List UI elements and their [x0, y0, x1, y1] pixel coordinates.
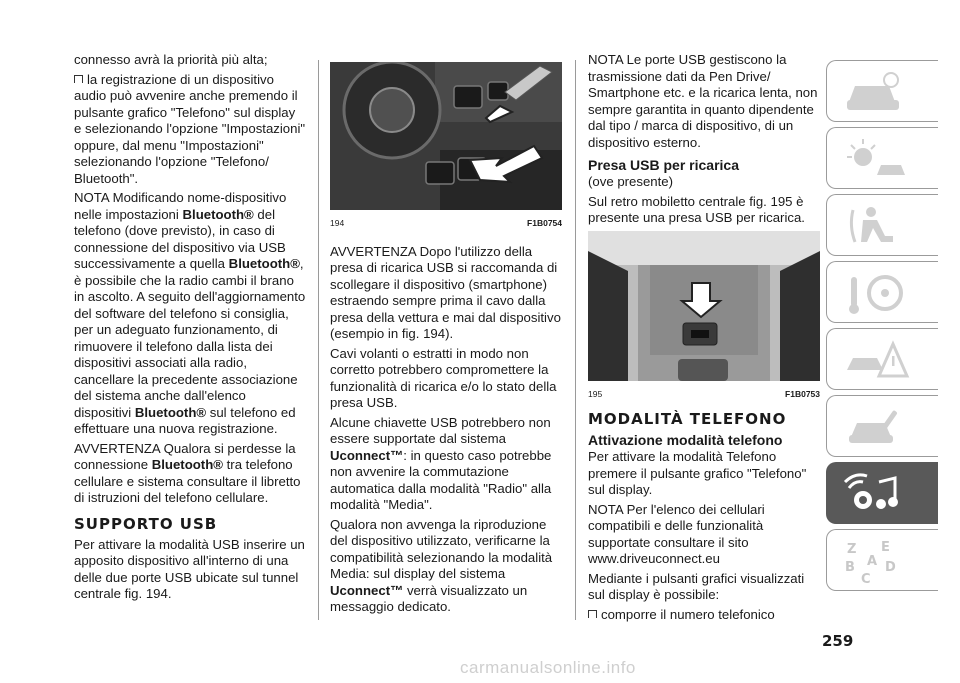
svg-text:Z: Z: [847, 542, 857, 557]
svg-text:A: A: [867, 554, 878, 569]
chapter-tabs: [826, 60, 938, 596]
tab-lights[interactable]: [826, 127, 938, 189]
page-number: 259: [822, 632, 854, 650]
bluetooth-term: Bluetooth®: [151, 457, 223, 472]
text: , è possibile che la radio cambi il brano in ascolto. A seguito dell'aggiornamento del software del telefono si consiglia, per un adeguato funzionamento, di rimuovere il telefono dalla lista dei dispositivi associati alla radio, cancellare la precedente associazione del sistema anche dall'elenco dispositivi: [74, 256, 306, 420]
bullet-text: la registrazione di un dispositivo audio può avvenire anche premendo il pulsante grafico "Telefono" sul display e selezionando l'opzione "Impostazioni" oppure, dal menu "Impostazioni" selezionando l'opzione "Telefono/ Bluetooth".: [74, 71, 306, 186]
subheading-usb-charging: Presa USB per ricarica: [588, 157, 739, 173]
paragraph: (ove presente): [588, 174, 674, 189]
paragraph: Cavi volanti o estratti in modo non corretto potrebbero compromettere la funzionalità di ricarica e/o lo stato della presa USB.: [330, 345, 557, 410]
svg-text:D: D: [885, 560, 896, 575]
paragraph: connesso avrà la priorità più alta;: [74, 52, 268, 67]
text: : in questo caso potrebbe non avvenire la commutazione automatica dalla modalità "Radio" alla modalità "Media".: [330, 447, 552, 512]
text: tra telefono cellulare e sistema consultare il libretto di istruzioni del telefono cellulare.: [74, 457, 301, 505]
section-heading-usb: SUPPORTO USB: [74, 514, 218, 533]
bluetooth-term: Bluetooth®: [134, 404, 207, 420]
section-heading-phone: MODALITÀ TELEFONO: [588, 410, 787, 428]
tab-multimedia[interactable]: [826, 462, 938, 524]
bullet-paragraph: [588, 607, 820, 624]
watermark: carmanualsonline.info: [460, 658, 636, 677]
bluetooth-term: Bluetooth®: [182, 206, 254, 222]
paragraph: Per attivare la modalità USB inserire un apposito dispositivo all'interno di una delle due porte USB ubicate sul tunnel centrale fig. 194.: [74, 536, 305, 601]
paragraph: [330, 517, 562, 616]
figure-number: 194: [330, 218, 345, 228]
note-paragraph: NOTA Le porte USB gestiscono la trasmissione dati da Pen Drive/ Smartphone etc. e la ricarica lenta, non sempre garantita in quanto dipendente dal tipo / marca di dispositivo, di un dispositivo esterno.: [588, 52, 818, 150]
column-right: [588, 52, 820, 626]
figure-number: 195: [588, 388, 603, 399]
key-steering-icon: [841, 269, 911, 317]
tab-safety[interactable]: [826, 194, 938, 256]
paragraph: Mediante i pulsanti grafici visualizzati sul display è possibile:: [588, 570, 805, 602]
column-left: [74, 52, 306, 606]
uconnect-term: Uconnect™: [330, 447, 404, 463]
car-dashboard-icon: [841, 68, 911, 116]
column-divider: [575, 60, 576, 620]
text: verrà visualizzato un messaggio dedicato.: [330, 582, 528, 614]
tab-maintenance[interactable]: [826, 395, 938, 457]
figure-caption: [588, 386, 820, 403]
bullet-paragraph: [74, 72, 306, 188]
lights-icon: [841, 135, 911, 183]
figure-code: F1B0753: [785, 388, 820, 399]
text: del telefono (dove previsto), in caso di connessione del dispositivo via USB successivamente a quella: [74, 206, 286, 271]
text: NOTA Modificando nome-dispositivo nelle impostazioni: [74, 190, 287, 222]
svg-text:B: B: [845, 560, 855, 575]
bluetooth-term: Bluetooth®: [228, 256, 300, 271]
text: sul telefono ed effettuare una nuova registrazione.: [74, 404, 296, 436]
warning-paragraph: [74, 441, 306, 507]
paragraph: [330, 415, 562, 514]
subheading-phone-activation: Attivazione modalità telefono: [588, 432, 783, 448]
bullet-icon: [74, 75, 83, 83]
paragraph: Per attivare la modalità Telefono premere il pulsante grafico "Telefono" sul display.: [588, 449, 807, 497]
warning-triangle-icon: [841, 336, 911, 384]
bullet-icon: [588, 610, 597, 618]
tab-index[interactable]: [826, 529, 938, 591]
note-paragraph: [74, 190, 306, 438]
tab-starting-driving[interactable]: [826, 261, 938, 323]
tab-dashboard[interactable]: [826, 60, 938, 122]
warning-paragraph: AVVERTENZA Dopo l'utilizzo della presa di ricarica USB si raccomanda di scollegare il dispositivo (smartphone) estraendo sempre prima il cavo dalla presa della vettura e mai dal dispositivo (esempio in fig. 194).: [330, 243, 561, 341]
paragraph: Sul retro mobiletto centrale fig. 195 è presente una presa USB per ricarica.: [588, 193, 805, 225]
svg-text:E: E: [881, 540, 890, 555]
tab-emergency[interactable]: [826, 328, 938, 390]
text: Qualora non avvenga la riproduzione del dispositivo utilizzato, verificarne la compatibilità selezionando la modalità Media: sul display del sistema: [330, 516, 553, 581]
svg-text:C: C: [861, 572, 871, 585]
column-divider: [318, 60, 319, 620]
column-middle: [330, 56, 562, 619]
usb-ports-photo: [330, 62, 562, 210]
multimedia-icon: [841, 470, 911, 518]
note-paragraph: NOTA Per l'elenco dei cellulari compatibili e delle funzionalità supportate consultare il sito www.driveuconnect.eu: [588, 501, 765, 566]
bullet-text: comporre il numero telefonico: [601, 606, 775, 622]
figure-code: F1B0754: [527, 218, 562, 228]
figure-caption: [330, 215, 562, 232]
wrench-car-icon: [841, 403, 911, 451]
figure-195-usb-charging: [588, 231, 820, 381]
figure-194-usb-ports: [330, 62, 562, 210]
uconnect-term: Uconnect™: [330, 582, 404, 598]
text: AVVERTENZA Qualora si perdesse la connessione: [74, 440, 296, 472]
airbag-seat-icon: [841, 202, 911, 250]
index-letters-icon: [841, 537, 911, 585]
usb-charging-photo: [588, 231, 820, 381]
text: Alcune chiavette USB potrebbero non essere supportate dal sistema: [330, 414, 551, 446]
